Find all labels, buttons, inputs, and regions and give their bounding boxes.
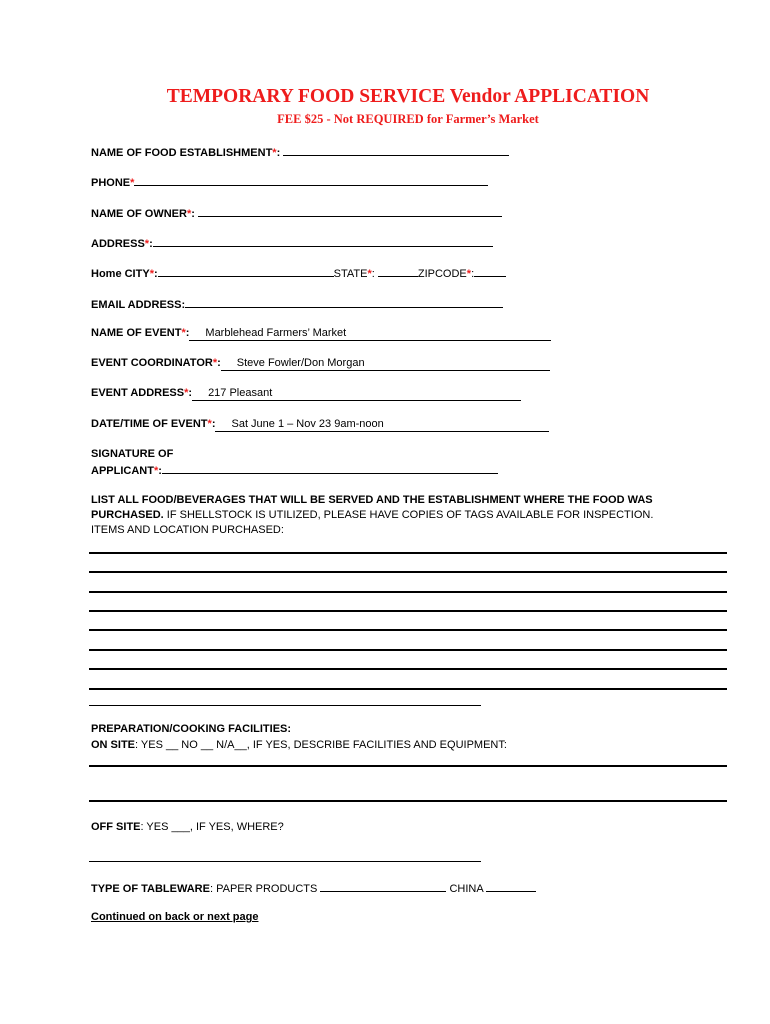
colon: : bbox=[188, 387, 193, 399]
colon: : bbox=[185, 327, 190, 339]
datetime-label: DATE/TIME OF EVENT bbox=[91, 418, 208, 430]
owner-field[interactable] bbox=[198, 205, 502, 217]
colon: : bbox=[211, 418, 216, 430]
offsite-row bbox=[91, 820, 284, 834]
onsite-line-1[interactable] bbox=[89, 765, 727, 767]
food-line-2[interactable] bbox=[89, 571, 727, 573]
tableware-paper: : PAPER PRODUCTS bbox=[209, 883, 318, 895]
signature-row bbox=[91, 447, 173, 461]
onsite-label: ON SITE bbox=[91, 739, 136, 751]
coordinator-label: EVENT COORDINATOR bbox=[91, 357, 213, 369]
required-mark: * bbox=[181, 327, 186, 339]
city-field[interactable] bbox=[158, 265, 334, 277]
onsite-row bbox=[91, 738, 507, 752]
onsite-text: : YES __ NO __ N/A__, IF YES, DESCRIBE FACILITIES AND EQUIPMENT: bbox=[135, 739, 507, 751]
colon: : bbox=[149, 238, 153, 250]
colon: : bbox=[217, 357, 221, 369]
items-label: ITEMS AND LOCATION PURCHASED: bbox=[91, 524, 284, 536]
coordinator-row bbox=[91, 356, 550, 371]
food-line-6[interactable] bbox=[89, 649, 727, 651]
state-label: STATE bbox=[333, 268, 368, 280]
email-label: EMAIL ADDRESS: bbox=[91, 299, 186, 311]
colon: : bbox=[371, 268, 375, 280]
zip-field[interactable] bbox=[474, 265, 506, 277]
owner-label: NAME OF OWNER bbox=[91, 208, 187, 220]
food-instructions bbox=[91, 493, 711, 538]
offsite-label: OFF SITE bbox=[91, 821, 141, 833]
event-address-label: EVENT ADDRESS bbox=[91, 387, 185, 399]
required-mark: * bbox=[466, 268, 472, 280]
tableware-china: CHINA bbox=[449, 883, 484, 895]
onsite-line-2[interactable] bbox=[89, 800, 727, 802]
email-row bbox=[91, 296, 503, 312]
phone-field[interactable] bbox=[134, 174, 488, 186]
colon: : bbox=[471, 268, 475, 280]
food-line-1[interactable] bbox=[89, 552, 727, 554]
event-address-row bbox=[91, 386, 521, 401]
address-field[interactable] bbox=[153, 235, 493, 247]
food-line-8[interactable] bbox=[89, 688, 727, 690]
offsite-line[interactable] bbox=[89, 861, 481, 862]
city-state-zip-row bbox=[91, 265, 506, 281]
required-mark: * bbox=[207, 418, 212, 430]
event-name-row bbox=[91, 326, 551, 341]
required-mark: * bbox=[184, 387, 189, 399]
prep-heading-row bbox=[91, 722, 291, 736]
colon: : bbox=[191, 208, 195, 220]
food-line-5[interactable] bbox=[89, 629, 727, 631]
food-line-3[interactable] bbox=[89, 591, 727, 593]
required-mark: * bbox=[149, 268, 154, 280]
required-mark: * bbox=[144, 238, 150, 250]
owner-row bbox=[91, 205, 502, 221]
phone-label: PHONE bbox=[91, 177, 131, 189]
food-line-4[interactable] bbox=[89, 610, 727, 612]
zip-label: ZIPCODE bbox=[417, 268, 467, 280]
address-row bbox=[91, 235, 493, 251]
food-instructions-bold: LIST ALL FOOD/BEVERAGES THAT WILL BE SERVED AND THE ESTABLISHMENT WHERE THE FOOD WAS PURCHASED. bbox=[91, 494, 653, 521]
phone-row bbox=[91, 174, 488, 190]
email-field[interactable] bbox=[185, 296, 503, 308]
required-mark: * bbox=[153, 465, 159, 477]
city-label: Home CITY bbox=[91, 268, 150, 280]
datetime-row bbox=[91, 417, 549, 432]
signature-label-line1: SIGNATURE OF bbox=[91, 448, 174, 460]
food-line-7[interactable] bbox=[89, 668, 727, 670]
event-name-field[interactable]: Marblehead Farmers’ Market bbox=[189, 326, 551, 341]
tableware-row bbox=[91, 880, 536, 896]
colon: : bbox=[158, 465, 162, 477]
establishment-row bbox=[91, 144, 509, 160]
establishment-field[interactable] bbox=[283, 144, 509, 156]
china-field[interactable] bbox=[486, 880, 536, 892]
required-mark: * bbox=[186, 208, 192, 220]
required-mark: * bbox=[130, 177, 135, 189]
signature-row-2 bbox=[91, 462, 498, 478]
coordinator-field[interactable]: Steve Fowler/Don Morgan bbox=[221, 356, 550, 371]
food-line-9[interactable] bbox=[89, 705, 481, 706]
paper-products-field[interactable] bbox=[320, 880, 446, 892]
required-mark: * bbox=[367, 268, 372, 280]
datetime-field[interactable]: Sat June 1 – Nov 23 9am-noon bbox=[215, 417, 549, 432]
signature-label-line2: APPLICANT bbox=[91, 465, 154, 477]
state-field[interactable] bbox=[378, 265, 418, 277]
colon: : bbox=[276, 147, 281, 159]
food-instructions-normal: IF SHELLSTOCK IS UTILIZED, PLEASE HAVE COPIES OF TAGS AVAILABLE FOR INSPECTION. bbox=[163, 509, 654, 521]
colon: : bbox=[153, 268, 158, 280]
establishment-label: NAME OF FOOD ESTABLISHMENT bbox=[91, 147, 273, 159]
event-name-label: NAME OF EVENT bbox=[91, 327, 182, 339]
prep-heading: PREPARATION/COOKING FACILITIES: bbox=[91, 723, 292, 735]
form-subtitle: FEE $25 - Not REQUIRED for Farmer’s Market bbox=[277, 112, 539, 126]
event-address-field[interactable]: 217 Pleasant bbox=[192, 386, 521, 401]
continued-note[interactable]: Continued on back or next page bbox=[91, 911, 259, 923]
tableware-label: TYPE OF TABLEWARE bbox=[91, 883, 210, 895]
address-label: ADDRESS bbox=[91, 238, 145, 250]
required-mark: * bbox=[212, 357, 218, 369]
continued-note-row bbox=[91, 910, 258, 924]
signature-field[interactable] bbox=[162, 462, 498, 474]
form-title: TEMPORARY FOOD SERVICE Vendor APPLICATION bbox=[166, 86, 650, 107]
offsite-text: : YES ___, IF YES, WHERE? bbox=[140, 821, 284, 833]
required-mark: * bbox=[272, 147, 277, 159]
